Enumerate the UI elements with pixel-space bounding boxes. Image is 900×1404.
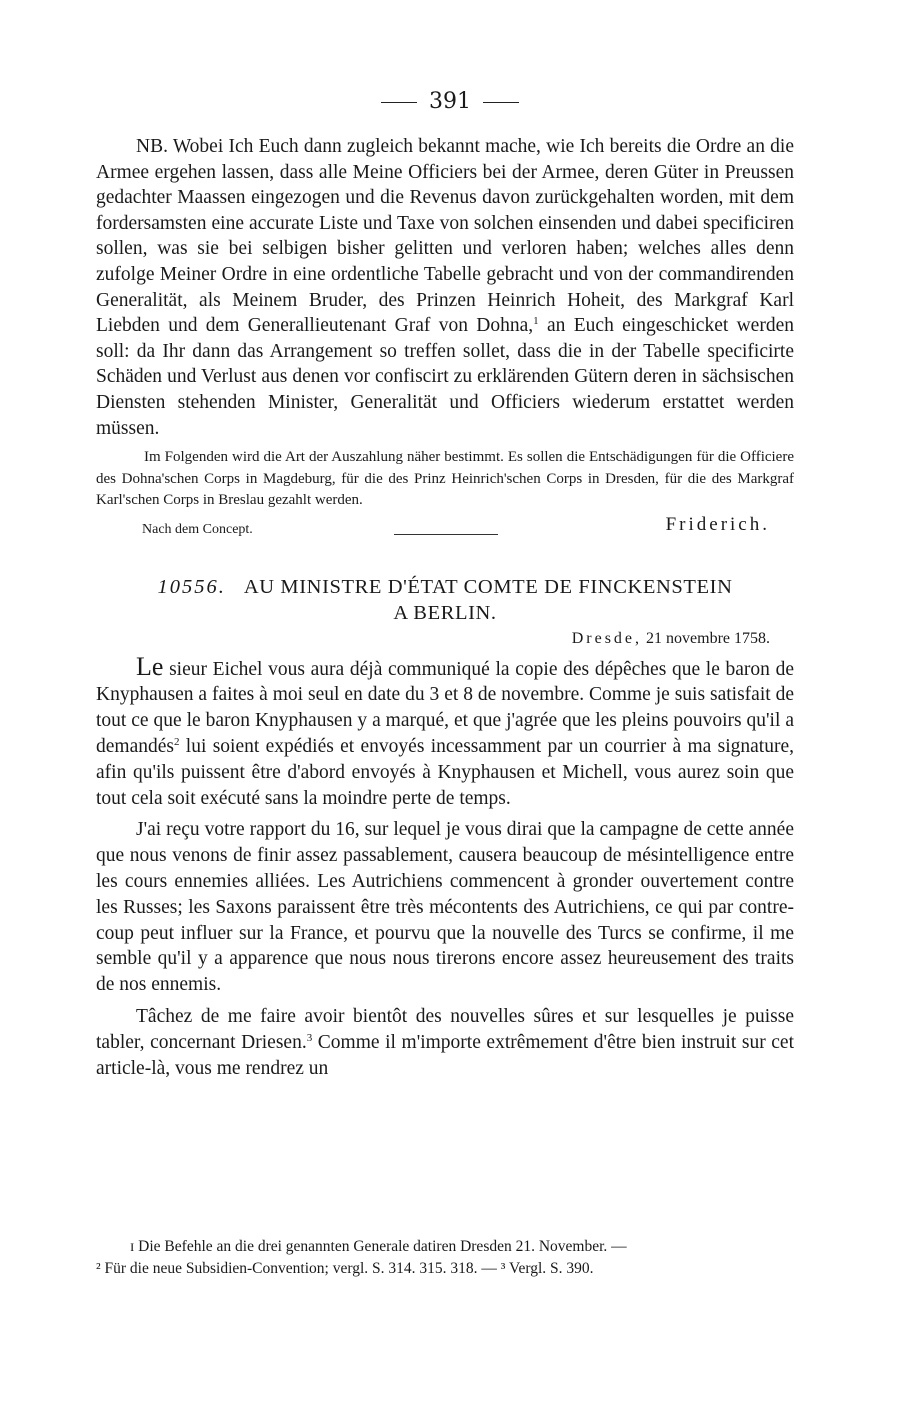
letter-paragraph-2 [96,817,794,998]
source-note: Nach dem Concept. [142,521,253,537]
footnote-marker-3: 3 [306,1031,313,1044]
letter-number: 10556. [157,575,226,598]
letter-paragraph-3 [96,1004,794,1081]
letter-paragraph-1 [96,651,794,812]
footnotes [96,1236,796,1280]
nb-paragraph-text: NB. Wobei Ich Euch dann zugleich bekannt mache, wie Ich bereits die Ordre an die Armee ergehen lassen, dass alle Meine Officiers bei der Armee, deren Güter in Preussen gedachter Maassen eingezogen und die Revenus davon zurückgehalten worden, mit dem fordersamsten eine accurate Liste und Taxe von solchen einsenden und dabei specificiren sollen, was sie bei selbigen bisher gelitten und verloren haben; welches alles denn zufolge Meiner Ordre in eine ordentliche Tabelle gebracht und von der commandirenden Generalität, als Meinem Bruder, des Prinzen Heinrich Hoheit, des Markgraf Karl Liebden und dem Generallieutenant Graf von Dohna, [96,136,794,337]
main-content [96,134,794,1081]
letter-paragraph-3-text: Tâchez de me faire avoir bientôt des nouvelles sûres et sur lesquelles je puisse tabler, concernant Driesen. [96,1005,794,1053]
footnote-2-3: ² Für die neue Subsidien-Convention; vergl. S. 314. 315. 318. — ³ Vergl. S. 390. [96,1260,594,1277]
dateline [96,630,770,648]
nb-paragraph-text-cont: an Euch eingeschicket werden soll: da Ihr dann das Arrangement so treffen sollet, dass die in der Tabelle specificirte Schäden und Verlust aus denen vor confiscirt zu erklärenden Gütern deren in sächsischen Diensten stehenden Minister, Generalität und Officiers wiederum erstattet werden müssen. [96,315,794,439]
letter-paragraph-2-text: J'ai reçu votre rapport du 16, sur lequel je vous dirai que la campagne de cette année que nous venons de finir assez passablement, causera beaucoup de mésintelligence entre les cours ennemies alliées. Les Autrichiens commencent à gronder ouvertement contre les Russes; les Saxons paraissent être très mécontents des Autrichiens, ce qui par contre-coup peut influer sur la France, et pourvu que la nouvelle des Turcs se confirme, il me semble qu'il y a apparence que nous nous tirerons encore assez heureusement des traits de nos ennemis. [96,819,794,996]
page-header [0,88,900,116]
footnote-marker-2: 2 [173,736,180,749]
paragraph-initial: Le [136,651,164,681]
header-dash-right [483,102,519,103]
signature-row [96,514,794,544]
nb-paragraph [96,134,794,441]
letter-heading [96,574,794,626]
signature: Friderich. [665,513,770,535]
section-divider [394,534,498,535]
footnote-marker-1: 1 [533,315,539,328]
footnote-1: ɪ Die Befehle an die drei genannten Generale datiren Dresden 21. November. — [130,1238,627,1255]
summary-note-text: Im Folgenden wird die Art der Auszahlung näher bestimmt. Es sollen die Entschädigungen für die Officiere des Dohna'schen Corps in Magdeburg, für die des Prinz Heinrich'schen Corps in Dresden, für die des Markgraf Karl'schen Corps in Breslau gezahlt werden. [96,449,794,509]
summary-note [96,447,794,512]
letter-paragraph-3-text-cont: Comme il m'importe extrêmement d'être bien instruit sur cet article-là, vous me rendrez un [96,1031,794,1079]
letter-paragraph-1-text-cont: lui soient expédiés et envoyés incessamment par un courrier à ma signature, afin qu'ils puissent être d'abord envoyés à Knyphausen et Michell, vous aurez soin que tout cela soit exécuté sans la moindre perte de temps. [96,736,794,809]
letter-recipient-line2: A BERLIN. [393,601,497,624]
page-number: 391 [429,89,471,114]
letter-paragraph-1-text: sieur Eichel vous aura déjà communiqué la copie des dépêches que le baron de Knyphausen a faites à moi seul en date du 3 et 8 de novembre. Comme je suis satisfait de tout ce que le baron Knyphausen y a marqué, et que j'agrée que les pleins pouvoirs qu'il a demandés [96,658,794,758]
dateline-date: 21 novembre 1758. [646,629,770,647]
letter-recipient: AU MINISTRE D'ÉTAT COMTE DE FINCKENSTEIN [243,575,733,598]
header-dash-left [381,102,417,103]
dateline-place: Dresde, [571,629,643,647]
